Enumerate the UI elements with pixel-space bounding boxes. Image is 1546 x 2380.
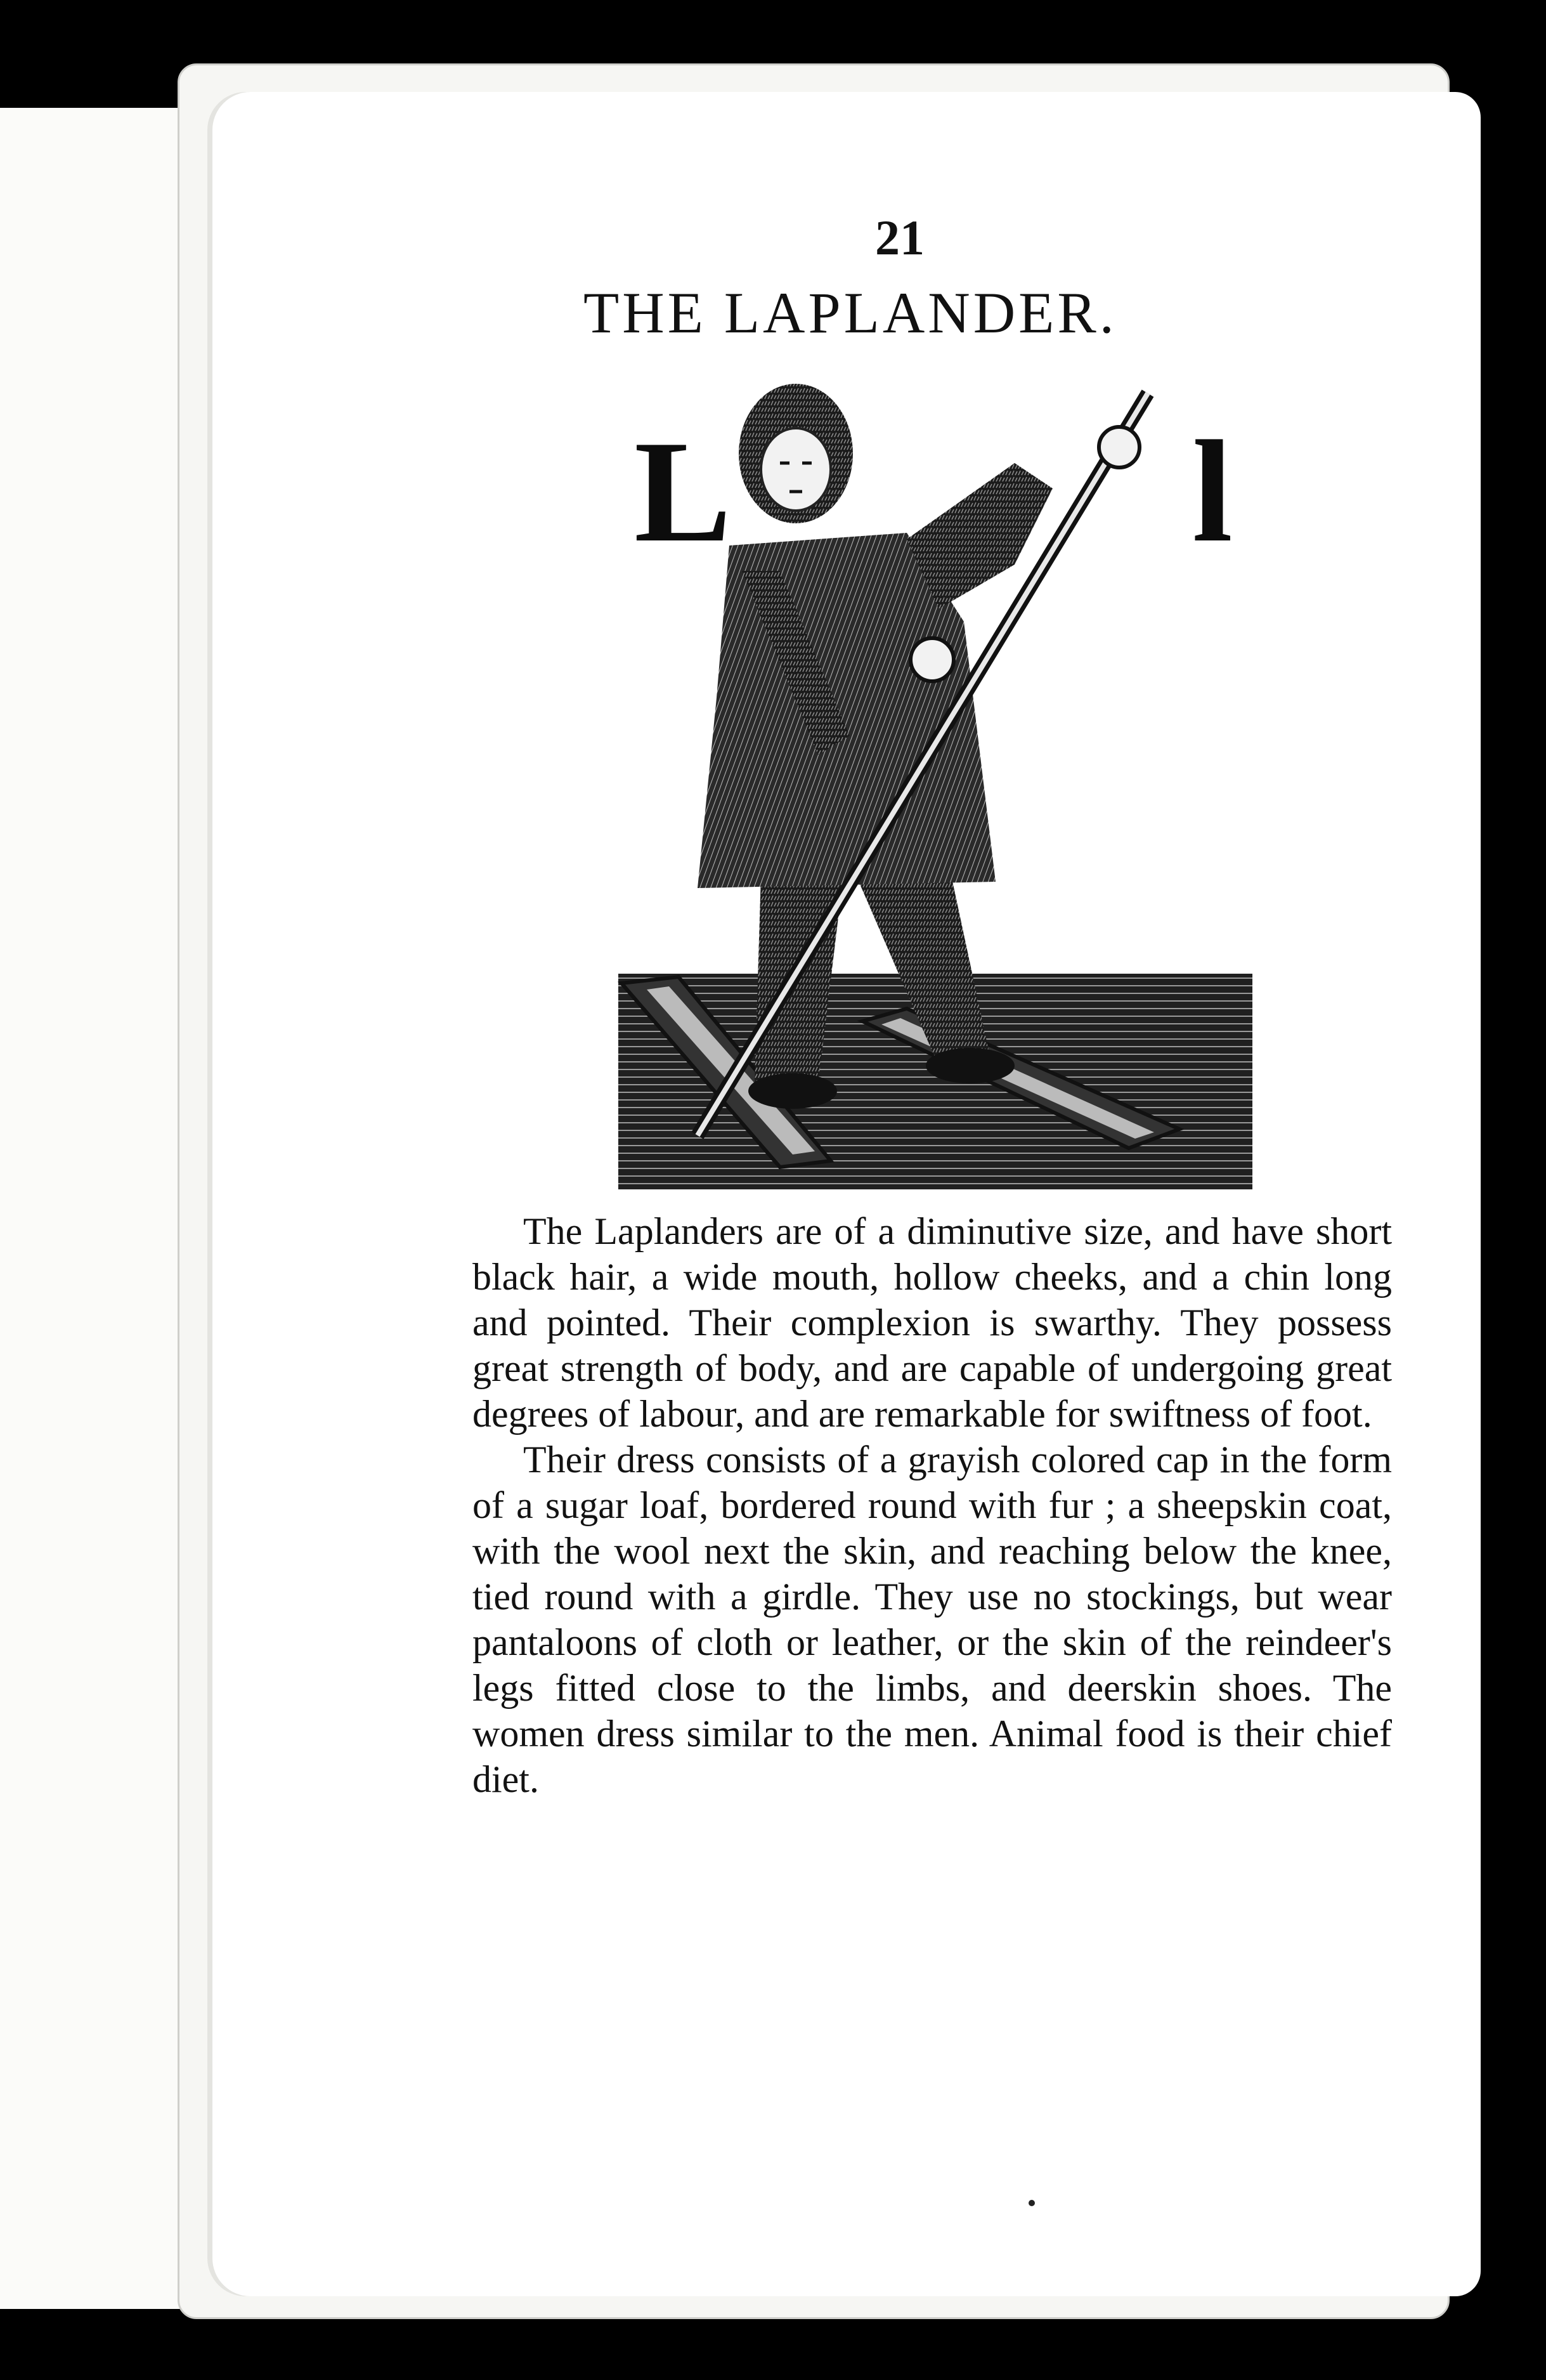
page-number: 21 — [875, 210, 925, 265]
body-text — [472, 1208, 1392, 1802]
initial-letter-uppercase: L — [634, 410, 732, 572]
page-title: THE LAPLANDER. — [583, 280, 1117, 345]
paragraph-2: Their dress consists of a grayish colored cap in the form of a sugar loaf, bordered round with fur ; a sheepskin coat, with the wool next the skin, and reaching below the knee, tied round with a girdle. They use no stockings, but wear pantaloons of cloth or leather, or the skin of the reindeer's legs fitted close to the limbs, and deerskin shoes. The women dress similar to the men. Animal food is their chief diet. — [472, 1439, 1392, 1800]
paragraph-1: The Laplanders are of a diminutive size, and have short black hair, a wide mouth, hollow cheeks, and a chin long and pointed. Their complexion is swarthy. They possess great strength of body, and are capable of undergoing great degrees of labour, and are remarkable for swiftness of foot. — [472, 1210, 1392, 1435]
initial-letter-lowercase: l — [1192, 410, 1233, 572]
ink-dot — [1029, 2200, 1035, 2206]
woodcut-laplander-on-skis-icon — [609, 381, 1256, 1199]
